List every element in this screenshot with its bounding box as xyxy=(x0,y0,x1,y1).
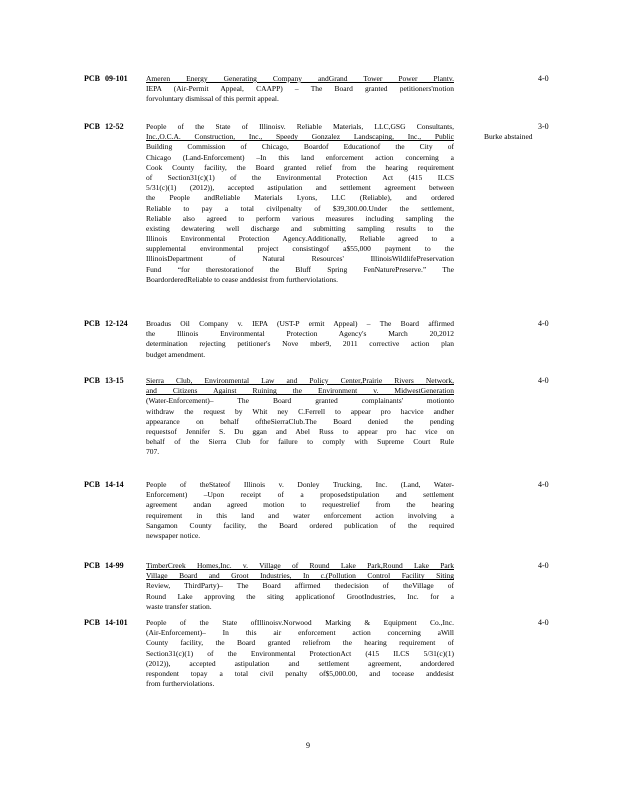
summary-line: BoardorderedReliable to cease anddesist from furtherviolations. xyxy=(146,274,339,284)
summary-line: Reliable also agreed to perform various measures including sampling the xyxy=(146,213,454,223)
case-number: 13-15 xyxy=(105,376,124,385)
page-number: 9 xyxy=(306,741,310,750)
summary-line: IEPA (Air-Permit Appeal, CAAPP) – The Board granted petitioners'motion xyxy=(146,84,454,94)
case-number: 14-99 xyxy=(105,561,124,570)
summary-line: existing dewatering well discharge and submitting sampling results to the xyxy=(146,223,454,233)
case-summary xyxy=(146,376,454,458)
case-type: PCB xyxy=(84,74,100,83)
summary-line: Sangamon County facility, the Board ordered publication of the required xyxy=(146,520,454,530)
vote-count: 4-0 xyxy=(538,561,549,570)
summary-line: waste transfer station. xyxy=(146,601,212,611)
case-title-line: and Citizens Against Ruining the Environment v. MidwestGeneration xyxy=(146,386,454,396)
vote-count: 4-0 xyxy=(538,319,549,328)
case-number: 12-52 xyxy=(105,122,124,131)
summary-line: withdraw the request by Whit ney C.Ferrell to appear pro hacvice andher xyxy=(146,406,454,416)
summary-line: Cook County facility, the Board granted relief from the hearing requirement xyxy=(146,162,454,172)
case-title-line: TimberCreek Homes,Inc. v. Village of Round Lake Park,Round Lake Park xyxy=(146,561,454,570)
vote-count: 4-0 xyxy=(538,376,549,385)
case-number: 12-124 xyxy=(105,319,128,328)
case-summary xyxy=(146,74,454,105)
case-type: PCB xyxy=(84,319,100,328)
case-title-line: People of the State of Illinoisv. Reliable Materials, LLC,GSG Consultants, xyxy=(146,122,454,131)
vote-count: 3-0 xyxy=(538,122,549,131)
summary-line: Round Lake approving the siting applicationof GrootIndustries, Inc. for a xyxy=(146,591,454,601)
case-title-line: Sierra Club, Environmental Law and Policy Center,Prairie Rivers Network, xyxy=(146,376,454,385)
summary-line: 707. xyxy=(146,447,160,457)
summary-line: supplemental environmental project consistingof a$55,000 payment to the xyxy=(146,244,454,254)
summary-line: Chicago (Land-Enforcement) –In this land enforcement action concerning a xyxy=(146,152,454,162)
vote-count: 4-0 xyxy=(538,618,549,627)
summary-line: respondent topay a total civil penalty of$5,000.00, and tocease anddesist xyxy=(146,668,454,678)
summary-line: Review, ThirdParty)– The Board affirmed thedecision of theVillage of xyxy=(146,581,454,591)
case-summary xyxy=(146,561,454,612)
case-title-line: People of the State ofIllinoisv.Norwood Marking & Equipment Co.,Inc. xyxy=(146,618,454,627)
summary-line: (Air-Enforcement)– In this air enforcement action concerning aWill xyxy=(146,628,454,638)
case-title-line: Broadus Oil Company v. IEPA (UST-P ermit Appeal) – The Board affirmed xyxy=(146,319,454,328)
summary-line: 5/31(c)(1) (2012)), accepted astipulation and settlement agreement between xyxy=(146,183,454,193)
case-title-line: Ameren Energy Generating Company andGrand Tower Power Plantv. xyxy=(146,74,454,83)
summary-line: behalf of the Sierra Club for failure to comply with Supreme Court Rule xyxy=(146,437,454,447)
case-summary xyxy=(146,122,454,285)
summary-line: requirement in this land and water enforcement action involving a xyxy=(146,510,454,520)
summary-line: the People andReliable Materials Lyons, LLC (Reliable), and ordered xyxy=(146,193,454,203)
summary-line: from furtherviolations. xyxy=(146,679,215,689)
summary-line: Enforcement) –Upon receipt of a proposedstipulation and settlement xyxy=(146,490,454,500)
summary-line: newspaper notice. xyxy=(146,530,201,540)
summary-line: forvoluntary dismissal of this permit appeal. xyxy=(146,94,279,104)
summary-line: Illinois Environmental Protection Agency.Additionally, Reliable agreed to a xyxy=(146,234,454,244)
case-title-line: Village Board and Groot Industries, In c.(Pollution Control Facility Siting xyxy=(146,571,454,581)
vote-count: 4-0 xyxy=(538,480,549,489)
case-type: PCB xyxy=(84,376,100,385)
case-number: 09-101 xyxy=(105,74,128,83)
case-type: PCB xyxy=(84,561,100,570)
summary-line: appearance on behalf oftheSierraClub.The Board denied the pending xyxy=(146,416,454,426)
summary-line: Section31(c)(1) of the Environmental ProtectionAct (415 ILCS 5/31(c)(1) xyxy=(146,648,454,658)
summary-line: of Section31(c)(1) of the Environmental Protection Act (415 ILCS xyxy=(146,172,454,182)
summary-line: County facility, the Board granted reliefrom the hearing requirement of xyxy=(146,638,454,648)
case-title-line: People of theStateof Illinois v. Donley Trucking, Inc. (Land, Water- xyxy=(146,480,454,489)
summary-line: determination rejecting petitioner's Nove mber9, 2011 corrective action plan xyxy=(146,339,454,349)
summary-line: IllinoisDepartment of Natural Resources' IllinoisWildlifePreservation xyxy=(146,254,454,264)
summary-line: (Water-Enforcement)– The Board granted complainants' motionto xyxy=(146,396,454,406)
vote-count: 4-0 xyxy=(538,74,549,83)
case-type: PCB xyxy=(84,480,100,489)
summary-line: agreement andan agreed motion to requestrelief from the hearing xyxy=(146,500,454,510)
case-title-line: Inc.,O.C.A. Construction, Inc., Speedy Gonzalez Landscaping, Inc., Public xyxy=(146,132,454,142)
summary-line: Reliable to pay a total civilpenalty of $39,300.00.Under the settlement, xyxy=(146,203,454,213)
case-title-line: Building Commission of Chicago, Boardof Educationof the City of xyxy=(146,142,454,152)
case-summary xyxy=(146,319,454,360)
summary-line: budget amendment. xyxy=(146,349,206,359)
summary-line: requestsof Jennifer S. Du ggan and Abel Russ to appear pro hac vice on xyxy=(146,426,454,436)
summary-line: Fund “for therestorationof the Bluff Spring FenNaturePreserve.” The xyxy=(146,264,454,274)
summary-line: (2012)), accepted astipulation and settlement agreement, andordered xyxy=(146,658,454,668)
summary-line: the Illinois Environmental Protection Agency's March 20,2012 xyxy=(146,329,454,339)
case-number: 14-101 xyxy=(105,618,128,627)
case-number: 14-14 xyxy=(105,480,124,489)
abstention-note: Burke abstained xyxy=(484,132,533,141)
case-summary xyxy=(146,618,454,689)
case-type: PCB xyxy=(84,618,100,627)
case-type: PCB xyxy=(84,122,100,131)
case-summary xyxy=(146,480,454,541)
